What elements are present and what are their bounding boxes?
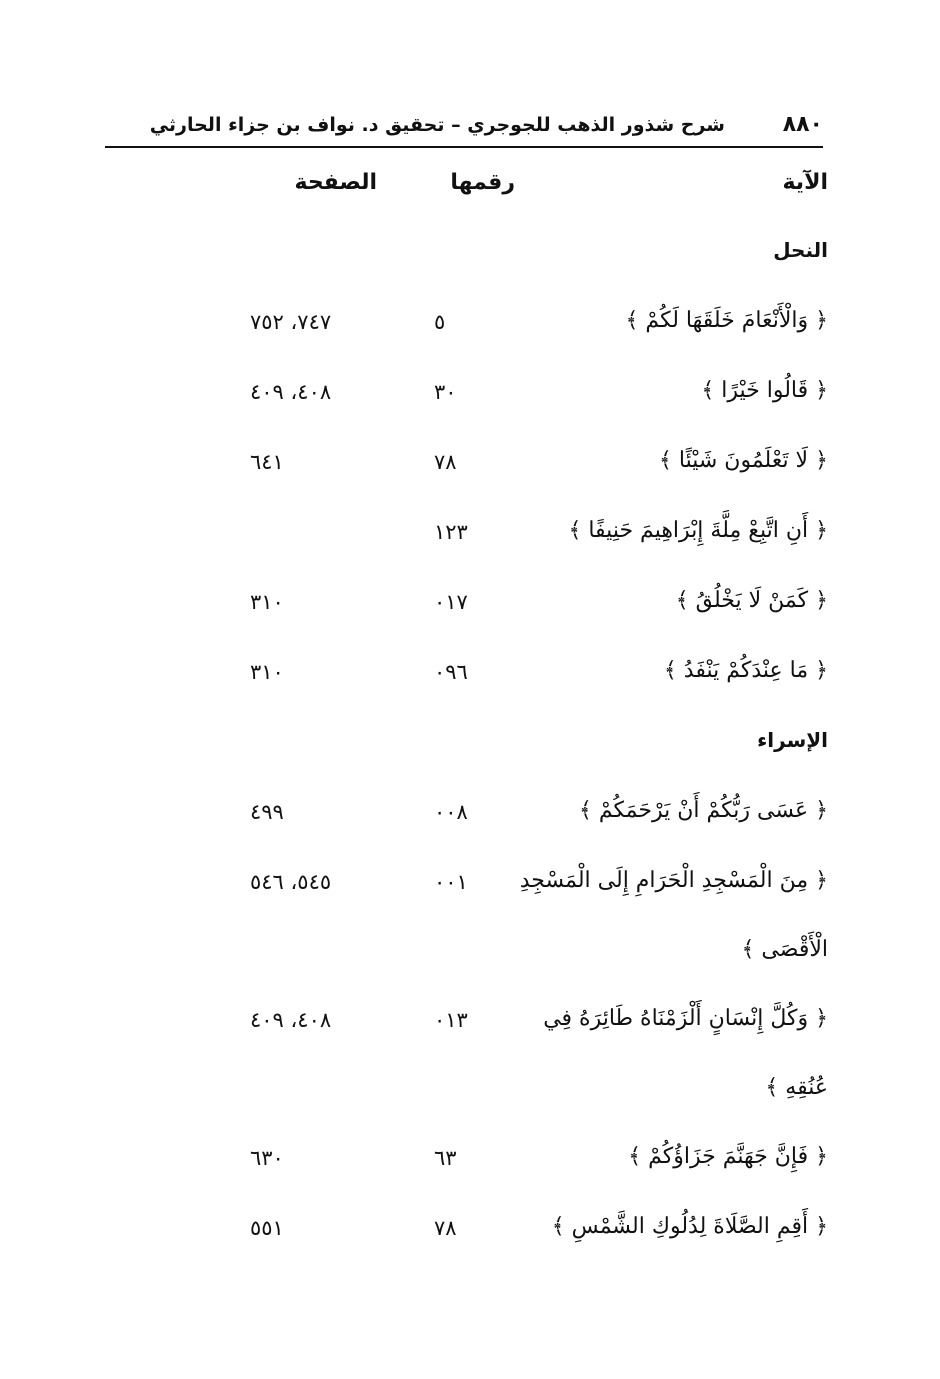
verse-text: عُنُقِهِ ﴾ (765, 1075, 828, 1100)
verse-text: ﴿ مَا عِنْدَكُمْ يَنْفَدُ ﴾ (663, 658, 828, 683)
column-header-number: رقمها (450, 170, 515, 195)
verse-number: ٧٨ (434, 450, 457, 474)
verse-text: ﴿ كَمَنْ لَا يَخْلُقُ ﴾ (675, 588, 828, 613)
verse-text: ﴿ لَا تَعْلَمُونَ شَيْئًا ﴾ (659, 448, 828, 473)
column-header-pages: الصفحة (294, 170, 377, 195)
table-row (0, 1208, 940, 1278)
table-row (0, 652, 940, 722)
surah-heading (0, 232, 940, 302)
column-header-verse: الآية (782, 170, 828, 195)
verse-index-table (0, 232, 940, 1278)
table-row (0, 862, 940, 931)
table-row (0, 512, 940, 582)
table-row-continuation (0, 1069, 940, 1138)
table-row (0, 792, 940, 862)
page-references: ٦٣٠ (250, 1146, 284, 1170)
verse-text: ﴿ وَكُلَّ إِنْسَانٍ أَلْزَمْنَاهُ طَائِرَهُ فِي (543, 1006, 828, 1031)
verse-number: ٠٩٦ (434, 660, 468, 684)
table-row (0, 372, 940, 442)
page-references: ٤٠٨، ٤٠٩ (250, 380, 332, 404)
header-divider (105, 146, 823, 148)
verse-number: ٠١٣ (434, 1008, 468, 1032)
table-row (0, 1138, 940, 1208)
page-number: ٨٨٠ (782, 112, 823, 137)
verse-number: ٠٠١ (434, 870, 468, 894)
page-references: ٣١٠ (250, 660, 284, 684)
table-row (0, 582, 940, 652)
verse-text: ﴿ عَسَى رَبُّكُمْ أَنْ يَرْحَمَكُمْ ﴾ (578, 798, 828, 823)
verse-number: ٣٠ (434, 380, 457, 404)
page-references: ٥٥١ (250, 1216, 284, 1240)
verse-number: ٠٠٨ (434, 800, 468, 824)
surah-name: النحل (773, 238, 828, 262)
surah-heading (0, 722, 940, 792)
table-row (0, 302, 940, 372)
verse-number: ٥ (434, 310, 446, 334)
verse-text: ﴿ قَالُوا خَيْرًا ﴾ (701, 378, 828, 403)
verse-number: ٧٨ (434, 1216, 457, 1240)
verse-text: ﴿ فَإِنَّ جَهَنَّمَ جَزَاؤُكُمْ ﴾ (628, 1144, 828, 1169)
verse-text: ﴿ أَنِ اتَّبِعْ مِلَّةَ إِبْرَاهِيمَ حَنِيفًا ﴾ (568, 518, 828, 543)
table-row (0, 1000, 940, 1069)
surah-name: الإسراء (757, 728, 828, 752)
table-row-continuation (0, 931, 940, 1000)
page-references: ٥٤٥، ٥٤٦ (250, 870, 332, 894)
verse-text: ﴿ وَالْأَنْعَامَ خَلَقَهَا لَكُمْ ﴾ (625, 308, 828, 333)
verse-text: ﴿ أَقِمِ الصَّلَاةَ لِدُلُوكِ الشَّمْسِ ﴾ (551, 1214, 828, 1239)
page-references: ٣١٠ (250, 590, 284, 614)
verse-number: ١٢٣ (434, 520, 468, 544)
table-row (0, 442, 940, 512)
verse-text: ﴿ مِنَ الْمَسْجِدِ الْحَرَامِ إِلَى الْمَسْجِدِ (519, 868, 828, 893)
page-references: ٧٤٧، ٧٥٢ (250, 310, 332, 334)
verse-text: الْأَقْصَى ﴾ (741, 937, 828, 962)
column-headers (0, 170, 940, 210)
page-references: ٦٤١ (250, 450, 284, 474)
verse-number: ٦٣ (434, 1146, 457, 1170)
page-references: ٤٩٩ (250, 800, 284, 824)
book-title: شرح شذور الذهب للجوجري – تحقيق د. نواف بن جزاء الحارثي (149, 114, 725, 136)
page-references: ٤٠٨، ٤٠٩ (250, 1008, 332, 1032)
verse-number: ٠١٧ (434, 590, 468, 614)
running-header (105, 112, 823, 148)
